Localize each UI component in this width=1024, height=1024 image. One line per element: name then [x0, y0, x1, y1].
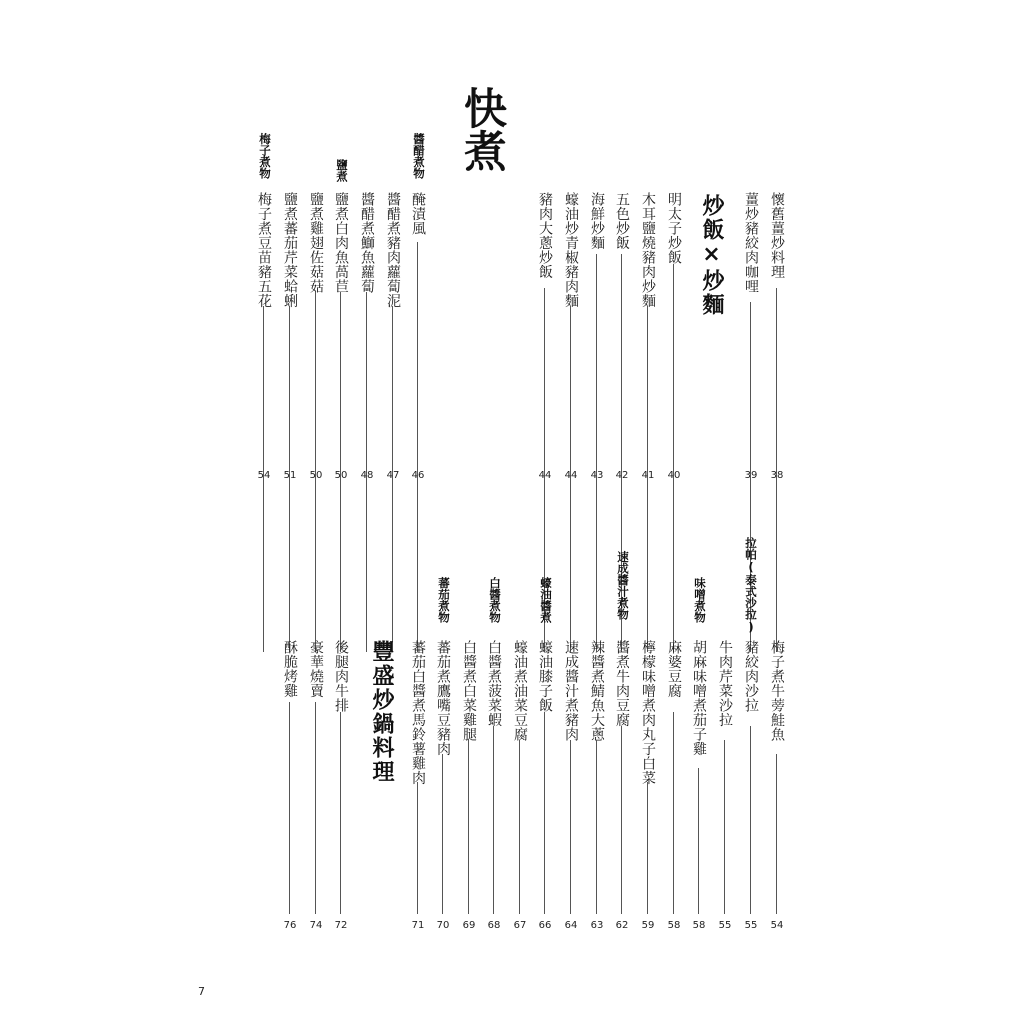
entry-title: 豬絞肉沙拉 — [743, 640, 759, 713]
entry-page: 70 — [436, 920, 450, 931]
toc-entry[interactable] — [712, 640, 738, 931]
entry-page: 69 — [462, 920, 476, 931]
leader-line — [493, 726, 494, 914]
toc-entry[interactable] — [609, 192, 635, 481]
toc-entry[interactable] — [430, 640, 456, 931]
entry-title: 五色炒飯 — [614, 192, 630, 250]
toc-entry[interactable] — [635, 640, 661, 931]
leader-line — [570, 740, 571, 914]
entry-page: 66 — [538, 920, 552, 931]
entry-page: 63 — [590, 920, 604, 931]
leader-line — [724, 740, 725, 914]
category-label-salt: 鹽煮 — [335, 159, 349, 182]
leader-line — [468, 740, 469, 914]
toc-entry[interactable] — [635, 192, 661, 481]
entry-title: 酥脆烤雞 — [282, 640, 298, 698]
entry-page: 47 — [386, 470, 400, 481]
entry-page: 46 — [411, 470, 425, 481]
section-title-quick-simmer: 快煮 — [457, 86, 507, 172]
entry-title: 檸檬味噌煮肉丸子白菜 — [640, 640, 656, 785]
entry-title: 梅子煮豆苗豬五花 — [256, 192, 272, 308]
entry-title: 牛肉芹菜沙拉 — [717, 640, 733, 727]
entry-title: 辣醬煮鯖魚大蔥 — [589, 640, 605, 742]
entry-page: 59 — [641, 920, 655, 931]
leader-line — [315, 702, 316, 914]
category-label-white-sauce: 白醬煮物 — [488, 577, 502, 623]
category-label-miso: 味噌煮物 — [693, 577, 707, 623]
leader-line — [698, 768, 699, 914]
entry-title: 懷舊薑炒料理 — [769, 192, 785, 279]
entry-title: 蠔油炒青椒豬肉麵 — [563, 192, 579, 308]
category-label-plum: 梅子煮物 — [258, 133, 272, 179]
entry-title: 白醬煮菠菜蝦 — [486, 640, 502, 727]
toc-entry[interactable] — [277, 640, 303, 931]
entry-title: 豬肉大蔥炒飯 — [537, 192, 553, 279]
entry-page: 48 — [360, 470, 374, 481]
category-label-tomato: 蕃茄煮物 — [437, 577, 451, 623]
entry-title: 醃漬風 — [410, 192, 426, 236]
entry-title: 鹽煮雞翅佐菇菇 — [308, 192, 324, 294]
toc-entry[interactable] — [764, 192, 790, 481]
category-label-vinegar: 醬醋煮物 — [412, 133, 426, 179]
leader-line — [673, 712, 674, 914]
entry-page: 76 — [283, 920, 297, 931]
leader-line — [621, 726, 622, 914]
toc-entry[interactable] — [380, 192, 406, 481]
entry-page: 50 — [309, 470, 323, 481]
toc-entry[interactable] — [661, 192, 687, 481]
entry-title: 薑炒豬絞肉咖哩 — [743, 192, 759, 294]
entry-page: 67 — [513, 920, 527, 931]
entry-page: 68 — [487, 920, 501, 931]
leader-line — [647, 782, 648, 914]
entry-page: 50 — [334, 470, 348, 481]
leader-line — [596, 740, 597, 914]
category-label-laab: 拉帕(泰式沙拉) — [744, 537, 758, 634]
toc-entry[interactable] — [303, 640, 329, 931]
category-label-oyster: 蠔油醬煮 — [539, 577, 553, 623]
toc-entry[interactable] — [738, 640, 764, 931]
entry-page: 39 — [744, 470, 758, 481]
toc-entry[interactable] — [405, 640, 431, 931]
toc-entry[interactable] — [584, 640, 610, 931]
entry-page: 54 — [257, 470, 271, 481]
entry-title: 鹽煮蕃茄芹菜蛤蜊 — [282, 192, 298, 308]
leader-line — [417, 782, 418, 914]
entry-page: 38 — [770, 470, 784, 481]
leader-line — [544, 712, 545, 914]
toc-entry[interactable] — [532, 192, 558, 481]
entry-page: 58 — [667, 920, 681, 931]
section-title-fried-rice-noodles: 炒飯×炒麵 — [699, 194, 724, 317]
entry-page: 43 — [590, 470, 604, 481]
leader-line — [673, 264, 674, 652]
entry-page: 55 — [744, 920, 758, 931]
toc-entry[interactable] — [764, 640, 790, 931]
entry-title: 明太子炒飯 — [666, 192, 682, 265]
toc-entry[interactable] — [328, 640, 354, 931]
leader-line — [442, 754, 443, 914]
entry-page: 44 — [538, 470, 552, 481]
leader-line — [417, 242, 418, 652]
entry-title: 速成醬汁煮豬肉 — [563, 640, 579, 742]
toc-entry[interactable] — [532, 640, 558, 931]
entry-title: 木耳鹽燒豬肉炒麵 — [640, 192, 656, 308]
page-number: 7 — [198, 985, 205, 998]
entry-page: 44 — [564, 470, 578, 481]
entry-title: 胡麻味噌煮茄子雞 — [691, 640, 707, 756]
entry-page: 71 — [411, 920, 425, 931]
entry-page: 51 — [283, 470, 297, 481]
toc-entry[interactable] — [507, 640, 533, 931]
entry-title: 豪華燒賣 — [308, 640, 324, 698]
toc-entry[interactable] — [251, 192, 277, 481]
entry-title: 蠔油膝子飯 — [537, 640, 553, 713]
section-title-hearty-wok: 豐盛炒鍋料理 — [369, 640, 394, 784]
entry-title: 醬醋煮豬肉蘿蔔泥 — [385, 192, 401, 308]
leader-line — [596, 254, 597, 652]
toc-entry[interactable] — [328, 192, 354, 481]
entry-title: 醬醋煮鰤魚蘿蔔 — [359, 192, 375, 294]
entry-page: 42 — [615, 470, 629, 481]
entry-title: 梅子煮牛蒡鮭魚 — [769, 640, 785, 742]
toc-entry[interactable] — [738, 192, 764, 481]
leader-line — [519, 740, 520, 914]
toc-entry[interactable] — [609, 640, 635, 931]
entry-page: 72 — [334, 920, 348, 931]
entry-title: 蕃茄煮鷹嘴豆豬肉 — [435, 640, 451, 756]
leader-line — [750, 726, 751, 914]
entry-page: 58 — [692, 920, 706, 931]
category-label-quick-sauce: 速成醬汁煮物 — [616, 551, 630, 620]
entry-title: 白醬煮白菜雞腿 — [461, 640, 477, 742]
toc-entry[interactable] — [558, 192, 584, 481]
leader-line — [776, 754, 777, 914]
toc-entry[interactable] — [686, 640, 712, 931]
toc-entry[interactable] — [405, 192, 431, 481]
toc-entry[interactable] — [303, 192, 329, 481]
entry-page: 41 — [641, 470, 655, 481]
toc-entry[interactable] — [661, 640, 687, 931]
entry-title: 麻婆豆腐 — [666, 640, 682, 698]
toc-entry[interactable] — [481, 640, 507, 931]
entry-page: 74 — [309, 920, 323, 931]
toc-entry[interactable] — [584, 192, 610, 481]
leader-line — [340, 712, 341, 914]
toc-entry[interactable] — [456, 640, 482, 931]
leader-line — [289, 702, 290, 914]
toc-entry[interactable] — [558, 640, 584, 931]
entry-page: 62 — [615, 920, 629, 931]
entry-page: 40 — [667, 470, 681, 481]
entry-title: 醬煮牛肉豆腐 — [614, 640, 630, 727]
entry-page: 54 — [770, 920, 784, 931]
entry-page: 64 — [564, 920, 578, 931]
entry-title: 蠔油煮油菜豆腐 — [512, 640, 528, 742]
toc-entry[interactable] — [354, 192, 380, 481]
entry-title: 鹽煮白肉魚萵苣 — [333, 192, 349, 294]
toc-entry[interactable] — [277, 192, 303, 481]
entry-title: 後腿肉牛排 — [333, 640, 349, 713]
entry-title: 海鮮炒麵 — [589, 192, 605, 250]
entry-page: 55 — [718, 920, 732, 931]
entry-title: 蕃茄白醬煮馬鈴薯雞肉 — [410, 640, 426, 785]
